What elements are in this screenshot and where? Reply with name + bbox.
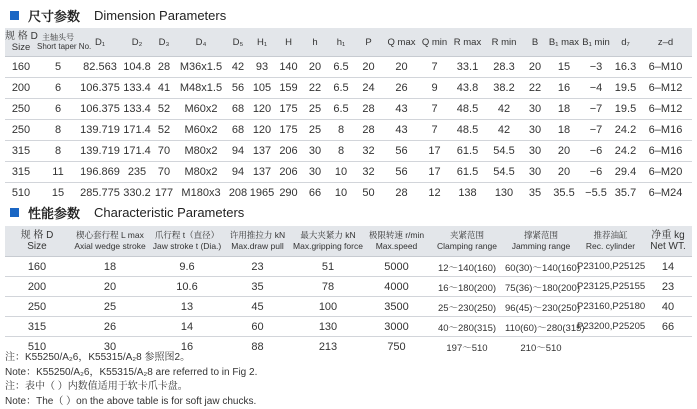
dimension-col-header: B <box>522 28 548 57</box>
table-row <box>5 162 692 183</box>
table-cell: 28 <box>395 187 408 199</box>
table-cell: 82.563 <box>79 57 121 78</box>
table-cell: M60x2 <box>175 99 227 120</box>
table-cell: 20 <box>383 57 420 78</box>
table-row <box>5 78 692 99</box>
table-row <box>5 141 692 162</box>
table-cell: 8 <box>328 120 354 141</box>
table-cell: 139.719 <box>79 120 121 141</box>
table-cell: 110(60)～280(315) <box>505 317 577 337</box>
table-cell: 56 <box>383 162 420 183</box>
table-cell: 6 <box>37 78 79 99</box>
table-cell: M48x1.5 <box>175 78 227 99</box>
table-cell: 11 <box>37 162 79 183</box>
table-cell: 6–M16 <box>639 141 692 162</box>
table-cell: 510 <box>11 187 31 199</box>
section-marker-icon <box>10 208 19 217</box>
table-cell: 6–M12 <box>639 78 692 99</box>
table-cell: 60 <box>223 317 292 337</box>
table-cell: 42 <box>486 99 522 120</box>
table-cell: 51 <box>292 257 364 277</box>
table-cell: 61.5 <box>449 162 486 183</box>
dimension-col-header: D₃ <box>153 28 175 57</box>
table-cell: 9.6 <box>151 257 223 277</box>
dimension-col-header: B₁ max <box>548 28 580 57</box>
table-cell: 8 <box>37 120 79 141</box>
table-cell: 28 <box>153 57 175 78</box>
dimension-col-header: h₁ <box>328 28 354 57</box>
table-cell: 29.4 <box>612 162 639 183</box>
table-cell: 19.5 <box>612 78 639 99</box>
table-cell: 17 <box>420 162 449 183</box>
dimension-title-en: Dimension Parameters <box>94 7 227 23</box>
table-cell: 10.6 <box>151 277 223 297</box>
table-cell: P23125,P25155 <box>577 277 644 297</box>
table-cell: 177 <box>154 187 174 199</box>
table-cell: 52 <box>153 99 175 120</box>
table-cell: 20 <box>522 57 548 78</box>
table-cell: 285.775 <box>80 187 120 199</box>
table-cell: 120 <box>249 99 275 120</box>
table-cell: 138 <box>458 187 477 199</box>
characteristic-col-header: 极限转速 r/min Max.speed <box>364 226 429 257</box>
characteristic-col-header: 爪行程 t（直径） Jaw stroke t (Dia.) <box>151 226 223 257</box>
table-cell: 6.5 <box>328 99 354 120</box>
table-cell: 137 <box>249 141 275 162</box>
table-cell: 133.4 <box>121 99 153 120</box>
table-row <box>5 297 692 317</box>
dimension-col-header: P <box>354 28 383 57</box>
table-row <box>5 257 692 277</box>
taper-header: 主轴头号 Short taper No. <box>37 28 79 57</box>
table-cell: 22 <box>302 78 328 99</box>
table-cell: 25 <box>302 120 328 141</box>
dimension-col-header: D₄ <box>175 28 227 57</box>
table-cell: 160 <box>5 57 37 78</box>
table-cell: M80x2 <box>175 162 227 183</box>
table-cell: 100 <box>292 297 364 317</box>
dimension-col-header: D₅ <box>227 28 249 57</box>
table-cell: 13 <box>151 297 223 317</box>
table-cell: 28 <box>354 120 383 141</box>
table-cell: 235 <box>121 162 153 183</box>
table-cell: M80x2 <box>175 141 227 162</box>
characteristic-table <box>5 226 692 356</box>
table-cell: 4000 <box>364 277 429 297</box>
note-line: Note：The（ ）on the above table is for soft jaw chucks. <box>5 395 257 407</box>
table-cell: 175 <box>275 120 302 141</box>
table-cell: 78 <box>292 277 364 297</box>
characteristic-col-header: 净重 kg Net WT. <box>644 226 692 257</box>
table-cell: 35 <box>528 187 542 199</box>
table-cell: 70 <box>153 162 175 183</box>
table-cell <box>644 337 692 357</box>
table-cell: 206 <box>275 162 302 183</box>
table-cell: P23160,P25180 <box>577 297 644 317</box>
table-cell: 48.5 <box>449 120 486 141</box>
table-cell: 30 <box>522 162 548 183</box>
dimension-col-header: Q max <box>383 28 420 57</box>
table-cell: −6 <box>580 141 612 162</box>
table-cell: 15 <box>51 187 65 199</box>
table-cell: 26 <box>383 78 420 99</box>
table-cell: 159 <box>275 78 302 99</box>
table-cell: 94 <box>227 141 249 162</box>
table-cell: 133.4 <box>121 78 153 99</box>
table-cell: 25 <box>69 297 151 317</box>
table-cell: 10 <box>328 162 354 183</box>
table-cell: 5 <box>37 57 79 78</box>
note-line: Note：K55250/A₂6，K55315/A₂8 are referred to in Fig 2. <box>5 366 258 378</box>
table-cell: 510 <box>27 340 47 353</box>
table-cell: 30 <box>103 340 117 353</box>
table-cell: 30 <box>522 141 548 162</box>
characteristic-col-header: 楔心套行程 L max Axial wedge stroke <box>69 226 151 257</box>
table-cell: 6–M16 <box>639 120 692 141</box>
table-cell: 20 <box>548 162 580 183</box>
table-cell: 20 <box>548 141 580 162</box>
table-cell: 130 <box>494 187 514 199</box>
table-cell: 16 <box>180 340 194 353</box>
table-cell: 6–M12 <box>639 99 692 120</box>
table-cell: −5.5 <box>585 187 607 199</box>
table-cell: P23100,P25125 <box>577 257 644 277</box>
table-cell: 43.8 <box>449 78 486 99</box>
size-header: 规 格 D Size <box>5 28 37 57</box>
table-cell: 10 <box>334 187 348 199</box>
table-cell: 43 <box>383 99 420 120</box>
section-marker-icon <box>10 11 19 20</box>
table-cell: 8 <box>328 141 354 162</box>
dimension-header-row <box>5 28 692 57</box>
table-cell: 93 <box>249 57 275 78</box>
table-row <box>5 99 692 120</box>
table-cell: 106.375 <box>79 78 121 99</box>
table-cell: 20 <box>354 57 383 78</box>
dimension-col-header: D₁ <box>79 28 121 57</box>
table-cell: 6.5 <box>328 78 354 99</box>
table-cell: 315 <box>5 141 37 162</box>
table-cell: 175 <box>275 99 302 120</box>
table-cell: 54.5 <box>486 141 522 162</box>
table-cell: 68 <box>227 99 249 120</box>
table-cell: 750 <box>387 340 406 353</box>
table-cell: 120 <box>249 120 275 141</box>
table-cell <box>577 337 644 357</box>
table-cell: 68 <box>227 120 249 141</box>
table-cell: 24 <box>354 78 383 99</box>
table-cell: 18 <box>548 120 580 141</box>
table-cell: 56 <box>227 78 249 99</box>
table-row <box>5 277 692 297</box>
table-cell: 330.2 <box>123 187 151 199</box>
table-cell: 35 <box>223 277 292 297</box>
table-cell: 42 <box>227 57 249 78</box>
table-cell: 171.4 <box>121 120 153 141</box>
table-cell: 6.5 <box>328 57 354 78</box>
table-cell: −7 <box>580 99 612 120</box>
table-cell: 104.8 <box>121 57 153 78</box>
table-cell: 315 <box>5 317 69 337</box>
table-cell: 25～230(250) <box>429 297 505 317</box>
table-cell: 6–M10 <box>639 57 692 78</box>
table-cell: 315 <box>5 162 37 183</box>
table-cell: 42 <box>486 120 522 141</box>
notes <box>5 351 257 409</box>
table-cell: 17 <box>420 141 449 162</box>
table-cell: M60x2 <box>175 120 227 141</box>
table-cell: 6–M20 <box>639 162 692 183</box>
table-cell: 250 <box>5 99 37 120</box>
table-cell: −4 <box>580 78 612 99</box>
table-cell: 33.1 <box>449 57 486 78</box>
table-cell: −6 <box>580 162 612 183</box>
table-cell: 45 <box>223 297 292 317</box>
table-cell: 52 <box>153 120 175 141</box>
table-cell: 30 <box>522 99 548 120</box>
table-cell: 30 <box>522 120 548 141</box>
table-cell: 56 <box>383 141 420 162</box>
dimension-section-title <box>10 6 226 24</box>
table-cell: 35.7 <box>614 187 637 199</box>
table-row <box>5 57 692 78</box>
table-cell: 24.2 <box>612 120 639 141</box>
table-cell: 8 <box>37 141 79 162</box>
table-cell: 15 <box>548 57 580 78</box>
dimension-col-header: D₂ <box>121 28 153 57</box>
table-cell: 200 <box>5 78 37 99</box>
characteristic-section-title <box>10 203 244 221</box>
table-row <box>5 317 692 337</box>
table-cell: 50 <box>362 187 375 199</box>
table-cell: 250 <box>5 297 69 317</box>
table-cell: 18 <box>69 257 151 277</box>
dimension-col-header: B₁ min <box>580 28 612 57</box>
dimension-col-header: d₇ <box>612 28 639 57</box>
table-cell: 30 <box>302 162 328 183</box>
table-cell: 139.719 <box>79 141 121 162</box>
table-cell: 171.4 <box>121 141 153 162</box>
table-cell: 96(45)～230(250) <box>505 297 577 317</box>
table-cell: 18 <box>548 99 580 120</box>
table-cell: −3 <box>580 57 612 78</box>
table-cell: 41 <box>153 78 175 99</box>
table-cell: 26 <box>69 317 151 337</box>
table-cell: M180x3 <box>181 187 221 199</box>
table-cell: 140 <box>275 57 302 78</box>
table-cell: 61.5 <box>449 141 486 162</box>
table-cell: 160 <box>5 257 69 277</box>
characteristic-title-en: Characteristic Parameters <box>94 204 245 220</box>
table-cell: 12 <box>428 187 441 199</box>
table-row <box>5 120 692 141</box>
table-cell: P23200,P25205 <box>577 317 644 337</box>
dimension-col-header: R min <box>486 28 522 57</box>
table-cell: 7 <box>420 99 449 120</box>
table-cell: −7 <box>580 120 612 141</box>
table-cell: 6 <box>37 99 79 120</box>
table-cell: 32 <box>354 162 383 183</box>
table-cell: 106.375 <box>79 99 121 120</box>
table-cell: 206 <box>275 141 302 162</box>
table-cell: 38.2 <box>486 78 522 99</box>
table-cell: 19.5 <box>612 99 639 120</box>
table-cell: 60(30)～140(160) <box>505 257 577 277</box>
table-cell: 43 <box>383 120 420 141</box>
dimension-table <box>5 28 692 203</box>
table-cell: 66 <box>308 187 322 199</box>
table-cell: 20 <box>302 57 328 78</box>
table-cell: 6–M24 <box>648 187 683 199</box>
table-cell: 7 <box>420 57 449 78</box>
dimension-col-header: H <box>275 28 302 57</box>
table-cell: 32 <box>354 141 383 162</box>
table-cell: 25 <box>302 99 328 120</box>
table-cell: 130 <box>292 317 364 337</box>
characteristic-title-cn: 性能参数 <box>28 205 81 221</box>
characteristic-col-header: 夹紧范围 Clamping range <box>429 226 505 257</box>
table-cell: 250 <box>5 120 37 141</box>
table-cell: 5000 <box>364 257 429 277</box>
table-cell: 35.5 <box>553 187 575 199</box>
table-cell: 1965 <box>249 187 275 199</box>
table-cell: 40～280(315) <box>429 317 505 337</box>
characteristic-col-header: 规 格 D Size <box>5 226 69 257</box>
table-cell: 28.3 <box>486 57 522 78</box>
table-cell: 208 <box>228 187 248 199</box>
table-cell: 213 <box>318 340 338 353</box>
table-cell: 196.869 <box>79 162 121 183</box>
table-cell: 23 <box>644 277 692 297</box>
dimension-col-header: h <box>302 28 328 57</box>
table-cell: 28 <box>354 99 383 120</box>
table-cell: 75(36)～180(200) <box>505 277 577 297</box>
table-cell: 48.5 <box>449 99 486 120</box>
table-cell: 24.2 <box>612 141 639 162</box>
table-cell: 7 <box>420 120 449 141</box>
characteristic-col-header: 许用推拉力 kN Max.draw pull <box>223 226 292 257</box>
table-cell: 210～510 <box>520 342 562 354</box>
table-cell: 14 <box>644 257 692 277</box>
note-line: 注：K55250/A₂6，K55315/A₂8 参照图2。 <box>5 352 191 363</box>
table-cell: 3500 <box>364 297 429 317</box>
table-cell: 137 <box>249 162 275 183</box>
table-cell: 70 <box>153 141 175 162</box>
table-cell: 54.5 <box>486 162 522 183</box>
table-cell: 20 <box>69 277 151 297</box>
table-cell: 66 <box>644 317 692 337</box>
dimension-col-header: Q min <box>420 28 449 57</box>
table-cell: 94 <box>227 162 249 183</box>
table-cell: 12～140(160) <box>429 257 505 277</box>
table-cell: 16.3 <box>612 57 639 78</box>
table-cell: 9 <box>420 78 449 99</box>
dimension-col-header: H₁ <box>249 28 275 57</box>
characteristic-col-header: 撑紧范围 Jamming range <box>505 226 577 257</box>
characteristic-col-header: 最大夹紧力 kN Max.gripping force <box>292 226 364 257</box>
table-cell: 23 <box>223 257 292 277</box>
table-cell: 16 <box>548 78 580 99</box>
characteristic-header-row <box>5 226 692 257</box>
dimension-col-header: z–d <box>639 28 692 57</box>
table-cell: M36x1.5 <box>175 57 227 78</box>
table-cell: 200 <box>5 277 69 297</box>
dimension-title-cn: 尺寸参数 <box>28 8 81 24</box>
dimension-col-header: R max <box>449 28 486 57</box>
table-cell: 40 <box>644 297 692 317</box>
table-cell: 290 <box>279 187 298 199</box>
table-cell: 22 <box>522 78 548 99</box>
note-line: 注：表中（ ）内数值适用于软卡爪卡盘。 <box>5 381 188 392</box>
table-cell: 30 <box>302 141 328 162</box>
table-cell: 3000 <box>364 317 429 337</box>
characteristic-col-header: 推荐油缸 Rec. cylinder <box>577 226 644 257</box>
table-cell: 16～180(200) <box>429 277 505 297</box>
table-cell: 105 <box>249 78 275 99</box>
table-row <box>5 183 692 204</box>
table-cell: 197～510 <box>446 342 488 354</box>
table-cell: 88 <box>251 340 264 353</box>
table-cell: 14 <box>151 317 223 337</box>
